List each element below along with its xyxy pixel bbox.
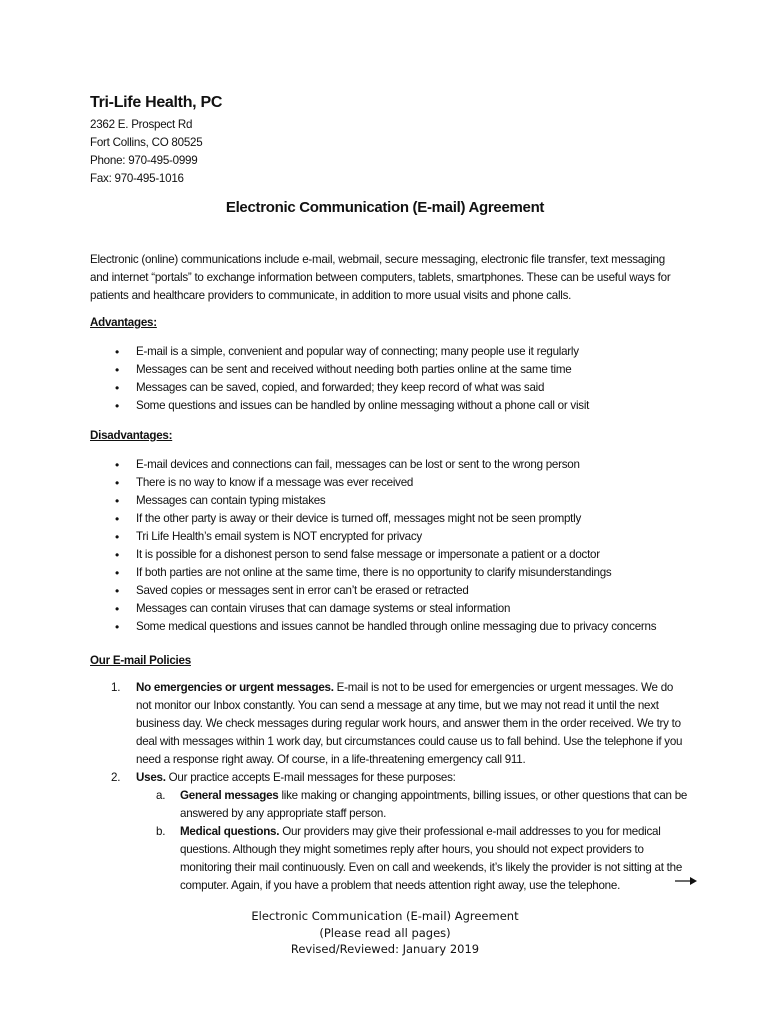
- org-address-line1: 2362 E. Prospect Rd: [90, 118, 193, 131]
- policy-number: 2.: [111, 771, 121, 784]
- subitem-lead: General messages: [180, 789, 279, 802]
- org-address-line2: Fort Collins, CO 80525: [90, 136, 203, 149]
- subitem-text: Our providers may give their professional e-mail addresses to you for medical questions. Although they might sometimes reply after hours, you should not expect providers to monitoring their mail continuously. Even on call and weekends, it’s likely the provider is not sitting at the computer. Again, if you have a problem that needs attention right away, use the telephone.: [180, 825, 683, 892]
- policy-subitem-a: [90, 787, 690, 823]
- policy-subitem-b: [90, 823, 690, 895]
- org-header: [90, 94, 222, 188]
- list-item: • It is possible for a dishonest person to send false message or impersonate a patient or a doctor: [90, 546, 690, 564]
- list-item: • Saved copies or messages sent in error can’t be erased or retracted: [90, 582, 690, 600]
- right-arrow-icon: [674, 874, 698, 888]
- list-item: • If both parties are not online at the same time, there is no opportunity to clarify misunderstandings: [90, 564, 690, 582]
- advantages-heading: Advantages:: [90, 316, 157, 329]
- subitem-letter: b.: [156, 825, 166, 838]
- policy-text: Our practice accepts E-mail messages for these purposes:: [165, 771, 456, 784]
- policies-heading: Our E-mail Policies: [90, 654, 191, 667]
- list-item: • Some medical questions and issues cannot be handled through online messaging due to privacy concerns: [90, 618, 690, 636]
- org-phone: Phone: 970-495-0999: [90, 154, 198, 167]
- subitem-lead: Medical questions.: [180, 825, 280, 838]
- policy-number: 1.: [111, 681, 121, 694]
- org-name: Tri-Life Health, PC: [90, 94, 223, 111]
- policies-list: [90, 679, 690, 895]
- list-item: • E-mail devices and connections can fail, messages can be lost or sent to the wrong person: [90, 456, 690, 474]
- policy-lead: No emergencies or urgent messages.: [136, 681, 334, 694]
- advantages-list: [90, 343, 690, 415]
- policy-item-1: [90, 679, 690, 769]
- subitem-text: like making or changing appointments, billing issues, or other questions that can be answered by any appropriate staff person.: [180, 789, 688, 820]
- list-item: • Messages can contain viruses that can damage systems or steal information: [90, 600, 690, 618]
- list-item: • Messages can be saved, copied, and forwarded; they keep record of what was said: [90, 379, 690, 397]
- list-item: • Messages can contain typing mistakes: [90, 492, 690, 510]
- intro-paragraph: Electronic (online) communications include e-mail, webmail, secure messaging, electronic file transfer, text messaging and internet “portals” to exchange information between computers, tablets, smartphones. These can be useful ways for patients and healthcare providers to communicate, in addition to more usual visits and phone calls.: [90, 253, 671, 302]
- policy-lead: Uses.: [136, 771, 166, 784]
- list-item: • E-mail is a simple, convenient and popular way of connecting; many people use it regularly: [90, 343, 690, 361]
- policy-item-2: [90, 769, 690, 787]
- footer-line2: (Please read all pages): [319, 925, 451, 940]
- disadvantages-list: [90, 456, 690, 636]
- list-item: • There is no way to know if a message was ever received: [90, 474, 690, 492]
- page-footer: [0, 908, 770, 958]
- footer-line3: Revised/Reviewed: January 2019: [290, 942, 480, 956]
- list-item: • Tri Life Health’s email system is NOT encrypted for privacy: [90, 528, 690, 546]
- list-item: • Some questions and issues can be handled by online messaging without a phone call or visit: [90, 397, 690, 415]
- document-title: Electronic Communication (E-mail) Agreement: [225, 199, 545, 216]
- subitem-letter: a.: [156, 789, 166, 802]
- list-item: • Messages can be sent and received without needing both parties online at the same time: [90, 361, 690, 379]
- footer-line1: Electronic Communication (E-mail) Agreement: [251, 909, 519, 923]
- org-fax: Fax: 970-495-1016: [90, 172, 184, 185]
- policy-text: E-mail is not to be used for emergencies or urgent messages. We do not monitor our Inbox constantly. You can send a message at any time, but we may not read it until the next business day. We check messages during regular work hours, and answer them in the order received. We try to deal with messages within 1 work day, but circumstances could cause us to fall behind. Use the telephone if you need a response right away. Of course, in a life-threatening emergency call 911.: [136, 681, 683, 766]
- disadvantages-heading: Disadvantages:: [90, 429, 173, 442]
- list-item: • If the other party is away or their device is turned off, messages might not be seen promptly: [90, 510, 690, 528]
